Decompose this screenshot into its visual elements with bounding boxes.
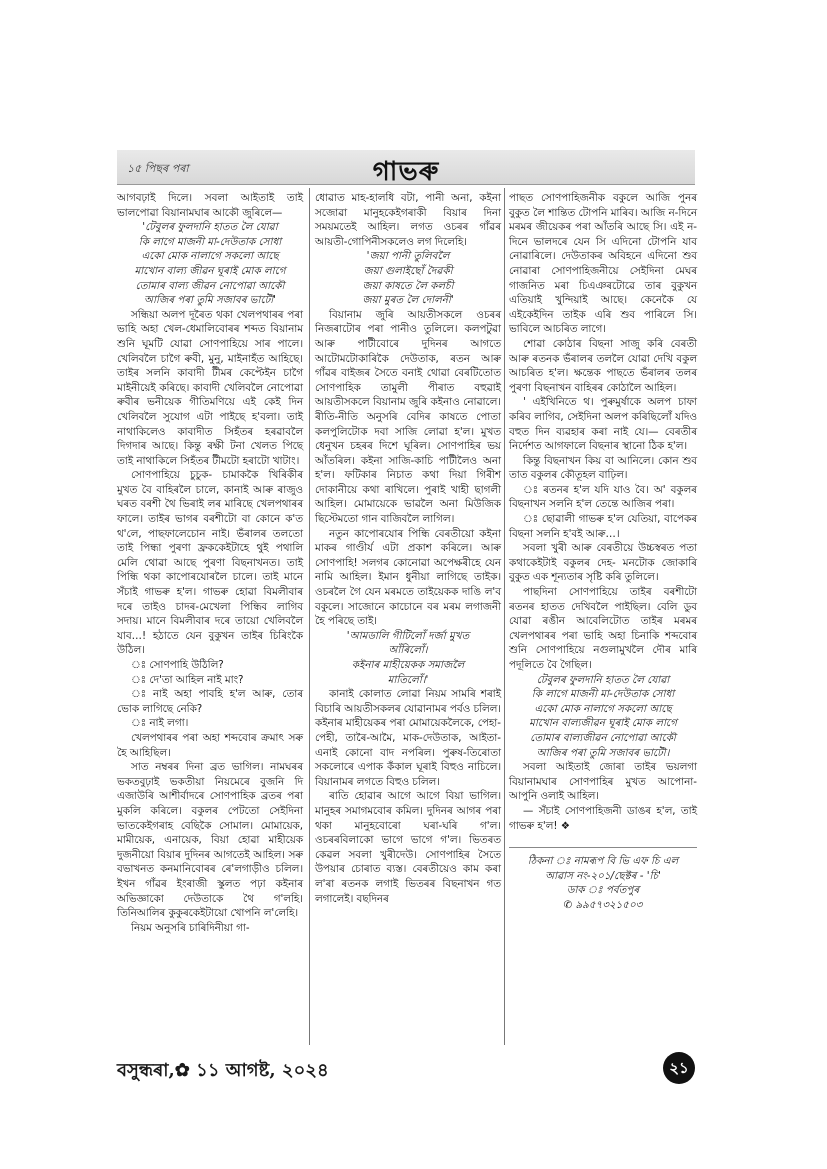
address-line: ডাক ঃ পৰ্বতপুৰ — [566, 884, 640, 897]
verse-line: জয়া গুলাইছোঁ দৈৱকী — [363, 264, 453, 277]
address-line: ✆ ৯৯৫৭৩২১৫০৩ — [563, 898, 643, 911]
text-column-1 — [117, 191, 303, 935]
text-column-3 — [509, 191, 697, 913]
paragraph: বিয়ানাম জুৰি আয়তীসকলে ওচৰৰ নিজৰাটোৰ পৰা পানীও তুলিলে। কলপটুৱা আৰু পাটীবোৰে দুদিনৰ আগতে আটোমটোকাৰিকৈ দেউতাক, ৰতন আৰু গাঁৱৰ বাইজৰ সৈতে বনাই থোৱা বেৰটিতোত সোণপাহিক তামুলী পীৰাত বহুৱাই আয়তীসকলে বিয়ানাম জুৰি কইনাও নোৱালে। ৰীতি-নীতি অনুসৰি বেদিৰ কাষতে পোতা কলপুলিটোক দবা সাজি লোৱা হ'ল। মুখত ধেনুখন চহৰৰ দিশে ঘূৰিল। সোণপাহিৰ ভয় আঁতৰিল। কইনা সাজি-কাচি পাটীলৈও অনা হ'ল। ফটিকাৰ নিচাত কথা দিয়া গিৰীশ দোকানীয়ে কথা ৰাখিলে। পুৰাই খাহী ছাগলী আহিল। মোমায়েকে ভাৱলৈ অনা মিউজিক ছিস্টেমতো গান বাজিবলৈ লাগিল। — [315, 308, 501, 526]
author-address — [509, 847, 697, 912]
continued-from-label: ১৫ পিছৰ পৰা — [127, 162, 189, 175]
verse-block — [315, 249, 501, 307]
paragraph: শোৱা কোঠাৰ বিছনা সাজু কৰি বেৰতী আৰু ৰতনক ভঁৰালৰ তললৈ যোৱা দেখি বকুল আচৰিত হ'ল। ক্ষন্তেক পাছতে ভঁৰালৰ তলৰ পুৰণা বিছনাখন বাহিৰৰ কোঠালৈ আহিল। — [509, 337, 697, 394]
paragraph: ৰাতি হোৱাৰ আগে আগে বিয়া ভাগিল। মানুহৰ সমাগমবোৰ কমিল। দুদিনৰ আগৰ পৰা থকা মানুহবোৰো ঘৰা-ঘৰি গ'ল। ওচৰৰবিলাকো ভাগে ভাগে গ'ল। ভিতৰত কেৱল সবলা খুৰীদেউ। সোণপাহিৰ সৈতে উপয়াৰ চোৰাত ব্যস্ত। বেৰতীয়েও কাম কৰা ল'ৰা ৰতনক লগাই ভিতৰৰ বিছনাখন গত লগালেই। বছদিনৰ — [315, 790, 501, 905]
paragraph: সবলা আইতাই জোৰা তাইৰ ভয়লগা বিয়ানামঘাৰ সোণপাহিৰ মুখত আপোনা-আপুনি ওলাই আহিল। — [509, 761, 697, 803]
paragraph: কিন্তু বিছনাখন কিয় বা আনিলে। কোন শুব তাত বকুলৰ কৌতূহল বাঢ়িল। — [509, 454, 697, 482]
verse-block — [509, 673, 697, 761]
verse-line: আঁৰিলোঁ। — [388, 644, 428, 657]
paragraph: ' এইখিনিতে থ। পুৰুমুৰ্ষাকে অলপ চাফা কৰিব লাগিব, সেইদিনা অলপ কৰিছিলোঁ যদিও বহুত দিন ব্যৱহাৰ কৰা নাই যে।— বেৰতীৰ নিৰ্দেশত আগফালে বিছনাৰ স্থানো ঠিক হ'ল। — [509, 396, 697, 453]
paragraph: আগবঢ়াই দিলে। সবলা আইতাই তাই ভালপোৱা বিয়ানামঘাৰ আকৌ জুৰিলে— — [117, 192, 303, 219]
page-footer — [117, 1052, 695, 1090]
verse-line: কি লাগে মাজনী মা-দেউতাক সোধা — [531, 688, 675, 701]
column-divider — [309, 188, 310, 1045]
verse-line: জয়া মুৰত লৈ দোলনী' — [362, 294, 454, 307]
dialogue-line: ঃ সোণপাহি উঠিলি? — [131, 659, 224, 671]
dialogue-line: ঃ ছোৱালী গাভৰু হ'ল যেতিয়া, বাপেকৰ বিছনা সলনি হ'বই আৰু…। — [509, 513, 697, 540]
page-header — [117, 150, 695, 185]
paragraph: সন্ধিয়া অলপ দূৰৈত থকা খেলপথাৰৰ পৰা ভাহি অহা খেল-ধেমালিবোৰৰ শব্দত বিয়ানাম শুনি ঘূমটি যোৱা সোণপাহিয়ে সাৰ পালে। খেলিবলৈ চাগৈ ৰুবী, মুনু, মাইনাহঁত আহিছে। তাইৰ সলনি কাবাদী টীমৰ কেপ্টেইন চাগৈ মাইনীয়েই কৰিছে। কাবাদী খেলিবলৈ নোপোৱা ৰুবীৰ ভনীয়েক গীতিমণিয়ে এই কেই দিন খেলিবলৈ সুযোগ এটা পাইছে হ'বলা। তাই নাথাকিলেও কাবাদীত সিহঁতৰ হৰৱাবলৈ দিগদাৰ আছে। কিন্তু ৰক্ষী টনা খেলত পিছে তাই নাথাকিলে সিহঁতৰ টীমটো হৰাটো খাটাং। — [117, 308, 303, 467]
paragraph: ধোৱাত মাহ-হালধি বটা, পানী অনা, কইনা সজোৱা মানুহকেইগৰাকী বিয়াৰ দিনা সময়মতেই আহিল। লগত ওচৰৰ গাঁৱৰ আয়তী-গোপিনীসকলেও লগ দিলেহি। — [315, 192, 501, 248]
verse-block — [117, 220, 303, 308]
verse-line: আজিৰ পৰা তুমি সজাবৰ ভাটৌ' — [144, 294, 276, 307]
paragraph: নিয়ম অনুসৰি চাৰিদিনীয়া গা- — [131, 921, 250, 934]
publication-date: বসুন্ধৰা,✿ ১১ আগষ্ট, ২০২৪ — [117, 1060, 329, 1081]
address-line: আৱাস নং-২০১/ছেক্টৰ - 'চি' — [545, 869, 661, 882]
verse-line: একো মোক নালাগে সকলো আছে — [141, 250, 279, 263]
verse-line: জয়া কাষতে লৈ কলচী — [362, 279, 454, 292]
page-number: ২১ — [663, 1052, 695, 1084]
address-line: ঠিকনা ঃ নামৰূপ বি ভি এফ চি এল — [527, 855, 679, 868]
text-column-2 — [315, 191, 501, 906]
verse-line: মাখোন বাল্যজীৱন ঘূৰাই মোক লাগে — [529, 717, 677, 730]
verse-line: টেবুলৰ ফুলদানি হাতত লৈ যোৱা — [536, 673, 670, 686]
dialogue-line: ঃ ৰতনৰ হ'ল যদি যাও বৈ। অ' বকুলৰ বিছনাখন সলনি হ'ল তেন্তে আজিৰ পৰা। — [509, 483, 697, 511]
paragraph: কানাই কোলাত লোৱা নিয়ম সামৰি শৰাই বিচাৰি আয়তীসকলৰ যোৱানামৰ পৰ্বও চলিল। কইনাৰ মাহীয়েকৰ পৰা মোমায়েকলৈকে, পেহা-পেহী, তাৰৈ-আমৈ, মাক-দেউতাক, আইতা-এনাই কোনো বাদ নপৰিল। পুৰুষ-তিৰোতা সকলোৰে এপাক কঁকাল ঘূৰাই বিহুও নাচিলে। বিয়ানামৰ লগতে বিহুও চলিল। — [315, 688, 501, 788]
verse-line: 'টেবুলৰ ফুলদানি হাতত লৈ যোৱা — [142, 221, 278, 234]
paragraph: নতুন কাপোৰযোৰ পিন্ধি বেৰতীয়ো কইনা মাকৰ গাণ্ডীৰ্য এটা প্ৰকাশ কৰিলে। আৰু সোণপাহি! সলগৰ কোনোৱা অপেক্ষৰীহে যেন নামি আহিল। ইমান ধুনীয়া লাগিছে তাইক। ওচৰলৈ গৈ যেন মৰমতে তাইয়েকক দাঙি ল'ব বকুলে। সাজোনে কাচোনে বৰ মৰম লগাজনী হৈ পৰিছে তাই। — [315, 527, 501, 628]
verse-line: কি লাগে মাজনী মা-দেউতাক সোধা — [138, 235, 282, 248]
paragraph: সবলা খুৰী আৰু বেৰতীয়ে উচ্চস্বৰত পতা কথাকেইটাই বকুলৰ দেহ- মনটোক জোকাৰি বুকুত এক শূন্যতাৰ সৃষ্টি কৰি তুলিলে। — [509, 542, 697, 584]
verse-line: তোমাৰ বাল্যজীৱন নোপোৱা আকৌ — [530, 731, 676, 744]
verse-line: 'জয়া পানী তুলিবলৈ — [366, 250, 450, 263]
verse-line: তোমাৰ বাল্য জীৱন নোপোৱা আকৌ — [135, 279, 285, 292]
verse-line: মাতিলোঁ।' — [387, 673, 429, 686]
verse-block — [315, 629, 501, 687]
verse-line: আজিৰ পৰা তুমি সজাবৰ ভাটৌ। — [536, 746, 670, 759]
dialogue-line: ঃ নাই লগা। — [131, 717, 189, 730]
dialogue-line: ঃ দে'তা আহিল নাই মাং? — [131, 673, 244, 686]
verse-line: একো মোক নালাগে সকলো আছে — [534, 702, 672, 715]
verse-line: মাখোন বাল্য জীৱন ঘূৰাই মোক লাগে — [134, 264, 286, 277]
paragraph: খেলপথাৰৰ পৰা অহা শব্দবোৰ ক্ৰমাৎ সৰু হৈ আহিছিল। — [117, 731, 303, 759]
story-title: গাভৰু — [372, 157, 440, 187]
verse-line: 'আমডালি গীটিলোঁ দৰ্জা মুখত — [346, 629, 470, 642]
paragraph: সাত নম্বৰৰ দিনা ব্ৰত ভাগিল। নামঘৰৰ ভকতবুঢ়াই ভকতীয়া নিয়মেৰে বুজনি দি এজাউৰি আশীৰ্বাদৰে সোণপাহিক ব্ৰতৰ পৰা মুকলি কৰিলে। বকুলৰ পেটতো সেইদিনা ভাতকেইগৰাহ বেছিকৈ সোমাল। মোমায়েক, মামীয়েক, এনায়েক, বিয়া হোৱা মাহীয়েক দুজনীয়ো বিয়াৰ দুদিনৰ আগতেই আহিল। সৰু বভাখনত কনমানিবোৰৰ ৰে'লগাড়ীও চলিল। ইখন গাঁৱৰ ইংৰাজী স্কুলত পঢ়া কইনাৰ অভিজ্ঞাকো দেউতাকে থৈ গ'লহি। তিনিআলিৰ কুকুৰকেইটায়ো খোপনি ল'লেহি। — [117, 761, 303, 920]
paragraph: পাছদিনা সোণপাহিয়ে তাইৰ বৰশীটো ৰতনৰ হাতত দেখিবলৈ পাইছিল। বেলি ডুব যোৱা ৰঙীন আবেলিটোত তাইৰ মৰমৰ খেলপথাৰৰ পৰা ভাহি অহা চিনাকি শব্দবোৰ শুনি সোণপাহিয়ে নগুলামুখলৈ দৌৰ মাৰি পদূলিতে বৈ গৈছিল। — [509, 586, 697, 671]
paragraph: সোণপাহিয়ে চুচুক- চামাককৈ খিৰিকীৰ মুখত বৈ বাহিৰলৈ চালে, কানাই আৰু ৰাজুও ঘৰত বৰশী থৈ ভিৰাই লৰ মাৰিছে খেলপথাৰৰ ফালে। তাইৰ ভাগৰ বৰশীটো বা কোনে ক'ত থ'লে, পাছফালেচোন নাই। ভঁৰালৰ তলতো তাই পিন্ধা পুৰণা ফ্ৰককেইটাহে থুই পথালি মেলি থোৱা আছে পুৰণা বিছনাখনত। তাই পিন্ধি থকা কাপোৰযোৰলৈ চালে। তাই মানে সঁচাই গাভৰু হ'ল। গাভৰু হোৱা বিমলীবাৰ দৰে তাইও চাদৰ-মেখেলা পিন্ধিব লাগিব সদায়। মানে বিমলীবাৰ দৰে তায়ো খেলিবলৈ যাব…! হঠাতে যেন বুকুখন তাইৰ চিৰিংকৈ উঠিল। — [117, 469, 303, 657]
verse-line: কইনাৰ মাহীয়েকক সমাজলৈ — [351, 659, 465, 671]
closing-line: — সঁচাই সোণপাহিজনী ডাঙৰ হ'ল, তাই গাভৰু হ'ল! ❖ — [509, 804, 697, 832]
paragraph: পাছত সোণপাহিজনীক বকুলে আজি পুনৰ বুকুত লৈ শান্তিত টোপনি মাৰিব। আজি ন-দিনে মৰমৰ জীয়েকৰ পৰা আঁতৰি আছে সি। এই ন-দিনে ভালদৰে যেন সি এদিনো টোপনি যাব নোৱাৰিলে। দেউতাকৰ অবিহনে এদিনো শুব নোৱাৰা সোণপাহিজনীয়ে সেইদিনা মেঘৰ গাজনিত মৰা চিএঞৰটোৱে তাৰ বুকুখন এতিয়াই খুন্দিয়াই আছে। কেনেকৈ যে এইকেইদিন তাইক এৰি শুব পাৰিলে সি। ভাবিলে আচৰিত লাগে। — [509, 192, 697, 336]
column-divider — [504, 188, 505, 1045]
dialogue-line: ঃ নাই অহা পাবহি হ'ল আৰু, তোৰ ভোক লাগিছে নেকি? — [117, 688, 303, 715]
